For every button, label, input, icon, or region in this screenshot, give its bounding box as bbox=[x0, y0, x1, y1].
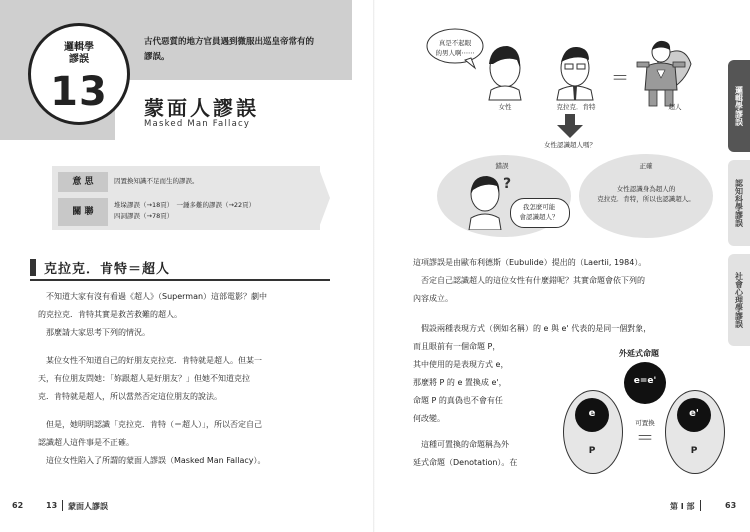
section-heading-rule bbox=[30, 279, 330, 281]
paragraph-3-line-3: 這位女性陷入了所謂的蒙面人謬誤（Masked Man Fallacy）。 bbox=[46, 456, 266, 465]
chapter-badge bbox=[28, 23, 130, 125]
page-number-left: 62 bbox=[12, 501, 24, 510]
diagram-left-text: e bbox=[588, 408, 596, 419]
tab-logic-fallacies-label: 邏輯學謬誤 bbox=[734, 86, 744, 126]
wrong-bubble-line-1: 我怎麼可能 bbox=[522, 203, 556, 211]
folio-chapter-title: 蒙面人謬誤 bbox=[68, 502, 108, 511]
correct-text-line-1: 女性認識身為超人的 bbox=[616, 185, 676, 193]
paragraph-1-line-1: 不知道大家有沒有看過《超人》（Superman）這部電影？劇中 bbox=[46, 292, 268, 301]
down-arrow-icon bbox=[557, 114, 583, 138]
label-woman: 女性 bbox=[498, 103, 512, 111]
argument-line-6: 何改變。 bbox=[413, 414, 445, 423]
category-label-1: 邏輯學 bbox=[64, 42, 94, 53]
related-row bbox=[52, 198, 320, 226]
extensional-line-2: 延式命題（Denotation）。在 bbox=[413, 458, 518, 467]
speech-bubble-line-1: 真是不起眼 bbox=[438, 39, 472, 47]
diagram-top-text: e=e' bbox=[633, 376, 657, 386]
folio-divider-right bbox=[700, 500, 701, 511]
label-superman: 超人 bbox=[668, 103, 682, 111]
meaning-text: 因置換知識不足而生的謬誤。 bbox=[114, 177, 199, 185]
correct-label: 正確 bbox=[639, 162, 653, 170]
paragraph-2-line-2: 天，有位朋友問她：「妳跟超人是好朋友？」但她不知道克拉 bbox=[38, 374, 250, 383]
tab-cognitive-science-label: 認知科學謬誤 bbox=[734, 179, 744, 227]
tab-logic-fallacies[interactable] bbox=[728, 60, 750, 152]
diagram-right-p: P bbox=[690, 446, 698, 456]
question-text: 女性認識超人嗎？ bbox=[544, 141, 596, 149]
paragraph-2-line-3: 克．肯特就是超人，所以當然否定這位朋友的說法。 bbox=[38, 392, 222, 401]
diagram-title: 外延式命題 bbox=[619, 349, 659, 358]
equals-sign: ＝ bbox=[611, 68, 629, 89]
chapter-number: 13 bbox=[50, 69, 108, 115]
related-tag: 關 聯 bbox=[58, 198, 108, 226]
tab-cognitive-science-fallacies[interactable] bbox=[728, 160, 750, 246]
wrong-label: 錯誤 bbox=[495, 162, 509, 170]
body-line-3: 內容成立。 bbox=[413, 294, 453, 303]
paragraph-1-line-2: 的克拉克．肯特其實是救苦救難的超人。 bbox=[38, 310, 182, 319]
chapter-title-english: Masked Man Fallacy bbox=[144, 119, 251, 129]
diagram-replace-label: 可置換 bbox=[635, 419, 655, 427]
chapter-subtitle-2: 謬誤。 bbox=[144, 52, 170, 62]
right-page bbox=[375, 0, 750, 532]
paragraph-2-line-1: 某位女性不知道自己的好朋友克拉克．肯特就是超人。但某一 bbox=[46, 356, 262, 365]
svg-text:?: ? bbox=[503, 176, 512, 192]
correct-text-line-2: 克拉克．肯特，所以也認識超人。 bbox=[597, 195, 695, 203]
wrong-bubble-line-2: 會認識超人？ bbox=[519, 213, 559, 221]
diagram-left-p: P bbox=[588, 446, 596, 456]
section-heading bbox=[30, 256, 330, 280]
meaning-row bbox=[52, 172, 320, 192]
body-line-1: 這項謬誤是由歐布利德斯（Eubulide）提出的（Laertii, 1984）。 bbox=[413, 258, 647, 267]
related-line-2: 四詞謬誤（→78頁） bbox=[114, 212, 174, 220]
section-heading-text: 克拉克．肯特＝超人 bbox=[44, 262, 171, 277]
diagram-right-text: e' bbox=[689, 408, 699, 419]
folio-chapter-number: 13 bbox=[46, 501, 58, 510]
summary-box bbox=[52, 166, 320, 230]
extensional-line-1: 這種可置換的命題稱為外 bbox=[421, 440, 509, 449]
paragraph-3-line-2: 認識超人這件事是不正確。 bbox=[38, 438, 134, 447]
page-number-right: 63 bbox=[725, 501, 737, 510]
folio-divider bbox=[62, 500, 63, 511]
paragraph-1-line-3: 那麼請大家思考下列的情況。 bbox=[46, 328, 150, 337]
related-line-1: 堆垛謬誤（→18頁） 一錘多難的謬誤（→22頁） bbox=[114, 201, 256, 209]
chapter-title: 蒙面人謬誤 bbox=[144, 96, 259, 120]
chapter-subtitle-1: 古代惡質的地方官員遇到微服出巡皇帝常有的 bbox=[144, 37, 315, 47]
argument-line-1: 假設兩種表現方式（例如名稱）的 e 與 e' 代表的是同一個對象， bbox=[421, 324, 652, 333]
folio-part: 第 I 部 bbox=[670, 502, 695, 511]
tab-social-psychology-fallacies[interactable] bbox=[728, 254, 750, 346]
meaning-tag: 意 思 bbox=[58, 172, 108, 192]
section-heading-marker bbox=[30, 259, 36, 276]
paragraph-3-line-1: 但是，她明明認識「克拉克．肯特（＝超人）」，所以否定自己 bbox=[46, 420, 262, 429]
tab-social-psychology-label: 社會心理學謬誤 bbox=[734, 272, 744, 328]
argument-line-3: 其中使用的是表現方式 e， bbox=[413, 360, 509, 369]
argument-line-5: 命題 P 的真偽也不會有任 bbox=[413, 396, 503, 405]
label-clark-kent: 克拉克．肯特 bbox=[556, 103, 596, 111]
diagram-equals: ＝ bbox=[636, 428, 654, 449]
argument-line-2: 而且眼前有一個命題 P， bbox=[413, 342, 501, 351]
summary-box-arrow bbox=[318, 166, 330, 230]
speech-bubble-line-2: 的男人啊⋯⋯ bbox=[435, 49, 475, 57]
argument-line-4: 那麼將 P 的 e 置換成 e'， bbox=[413, 378, 507, 387]
category-label-2: 謬誤 bbox=[69, 54, 89, 65]
body-line-2: 否定自己認識超人的這位女性有什麼錯呢？其實命題會依下列的 bbox=[421, 276, 645, 285]
